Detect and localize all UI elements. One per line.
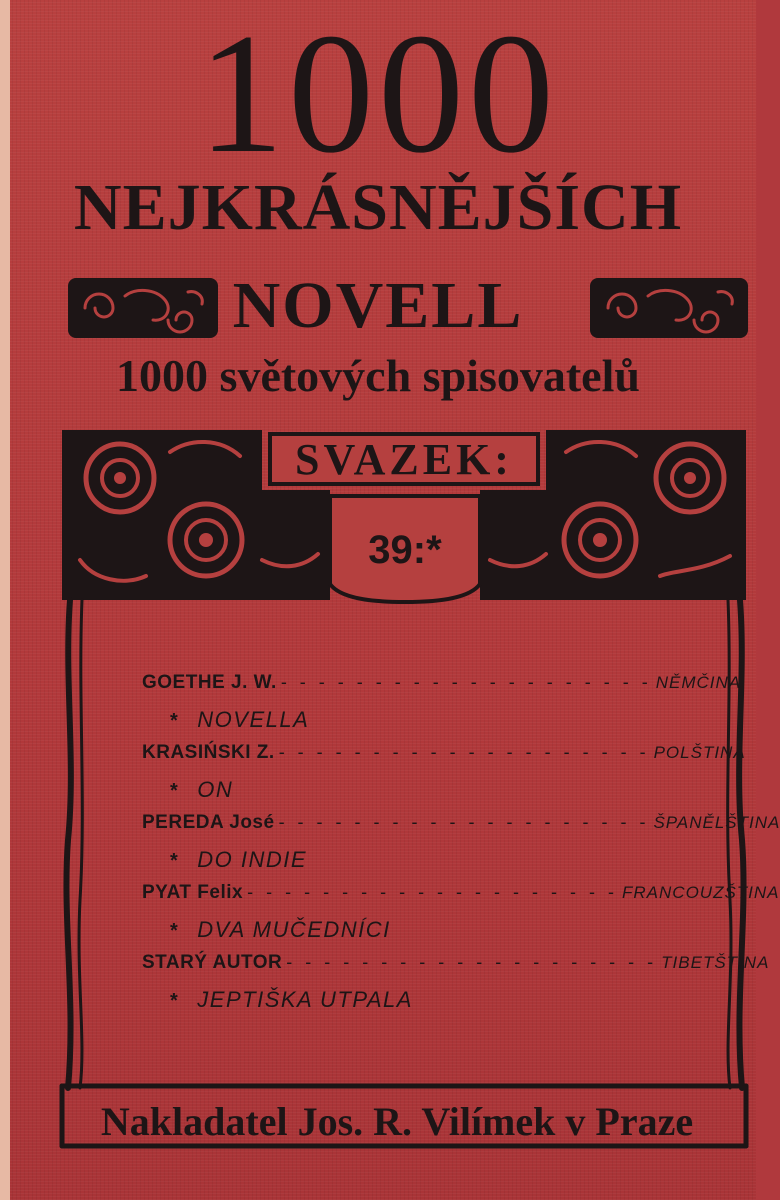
star-marker: *: [170, 920, 180, 942]
entry-work-row: [142, 987, 664, 1022]
entry-language: NĚMČINA: [655, 673, 742, 692]
title-number: 1000: [198, 0, 558, 189]
star-marker: *: [170, 850, 180, 872]
svazek-label: SVAZEK:: [268, 432, 540, 486]
entry-author-row: [142, 952, 770, 987]
entry-language: POLŠTINA: [653, 743, 746, 762]
title-line-2: NOVELL: [232, 269, 524, 342]
title-line-1: NEJKRÁSNĚJŠÍCH: [73, 171, 683, 244]
entry-work: DVA MUČEDNÍCI: [197, 917, 391, 942]
leader-dots: - - - - - - - - - - - - - - - - - - - -: [247, 882, 619, 902]
volume-number: 39:*: [368, 527, 442, 572]
entry-author: PEREDA José: [142, 812, 275, 833]
leader-dots: - - - - - - - - - - - - - - - - - - - -: [280, 672, 652, 692]
entry-language: ŠPANĚLŠTINA: [653, 813, 780, 832]
leader-dots: - - - - - - - - - - - - - - - - - - - -: [278, 742, 650, 762]
entry: [142, 952, 770, 1022]
entry-author-row: [142, 882, 780, 917]
entry-work: DO INDIE: [197, 847, 308, 872]
entry-work-row: [142, 847, 664, 882]
entry-work-row: [142, 707, 664, 742]
star-marker: *: [170, 710, 180, 732]
entry-author-row: [142, 812, 780, 847]
entry-author: GOETHE J. W.: [142, 672, 277, 693]
leader-dots: - - - - - - - - - - - - - - - - - - - -: [278, 812, 650, 832]
entry-work-row: [142, 917, 664, 952]
star-marker: *: [170, 780, 180, 802]
entry-author: STARÝ AUTOR: [142, 952, 283, 973]
entry-author-row: [142, 672, 742, 707]
entry-work: JEPTIŠKA UTPALA: [197, 987, 413, 1012]
contents-list: [142, 672, 780, 1022]
entry: [142, 742, 746, 812]
entry: [142, 672, 742, 742]
leader-dots: - - - - - - - - - - - - - - - - - - - -: [286, 952, 658, 972]
entry-author-row: [142, 742, 746, 777]
subtitle: 1000 světových spisovatelů: [116, 350, 640, 401]
entry-language: TIBETŠTINA: [661, 953, 770, 972]
entry: [142, 812, 780, 882]
entry-work-row: [142, 777, 664, 812]
entry: [142, 882, 780, 952]
star-marker: *: [170, 990, 180, 1012]
publisher-line: Nakladatel Jos. R. Vilímek v Praze: [100, 1099, 694, 1144]
entry-work: NOVELLA: [197, 707, 310, 732]
entry-work: ON: [197, 777, 234, 802]
entry-author: KRASIŃSKI Z.: [142, 742, 275, 763]
entry-language: FRANCOUZŠTINA: [622, 883, 780, 902]
entry-author: PYAT Felix: [142, 882, 244, 903]
